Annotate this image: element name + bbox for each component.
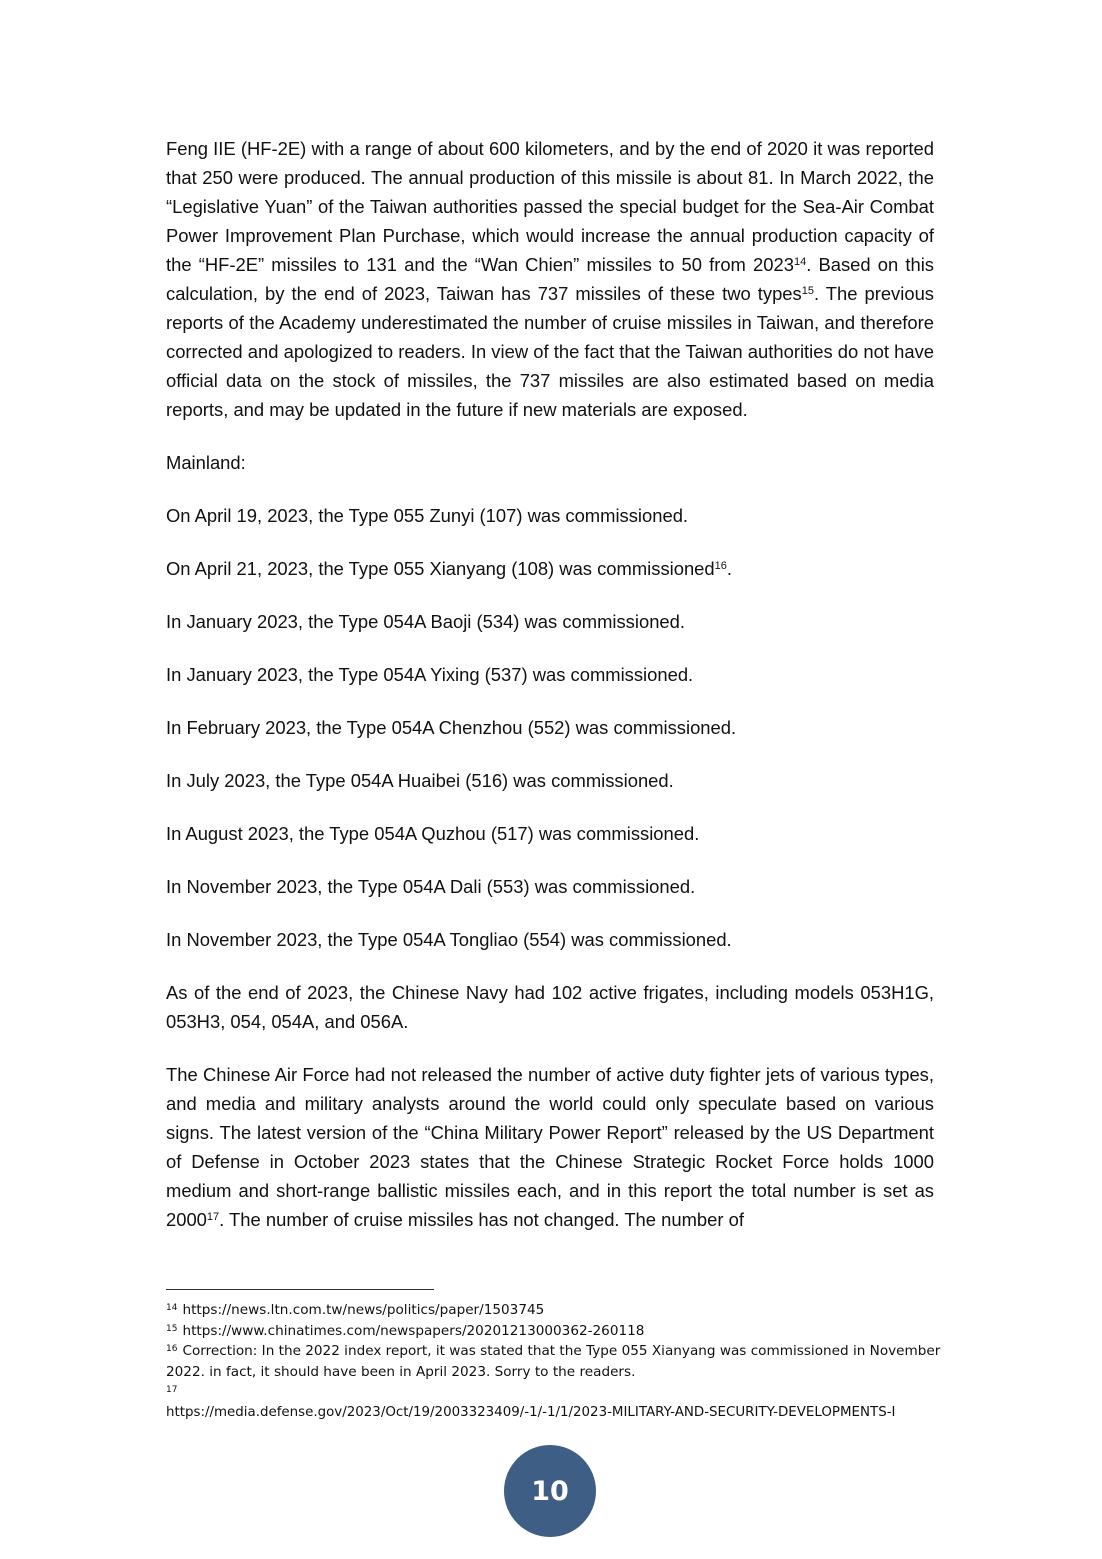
footnote-separator bbox=[166, 1289, 434, 1290]
paragraph-text: . Based on this calculation, by the end of 2023, Taiwan has 737 missiles of these two types bbox=[166, 254, 934, 304]
footnote-ref-15[interactable]: 15 bbox=[801, 285, 814, 297]
commission-item: In August 2023, the Type 054A Quzhou (517) was commissioned. bbox=[166, 823, 700, 844]
paragraph-text: The Chinese Air Force had not released the number of active duty fighter jets of various types, and media and military analysts around the world could only speculate based on various signs. The latest version of the “China Military Power Report” released by the US Department of Defense in October 2023 states that the Chinese Strategic Rocket Force holds 1000 medium and short-range ballistic missiles each, and in this report the total number is set as 2000 bbox=[166, 1064, 934, 1230]
footnote-ref-16[interactable]: 16 bbox=[714, 560, 727, 572]
commission-item: On April 19, 2023, the Type 055 Zunyi (107) was commissioned. bbox=[166, 505, 689, 526]
footnote-link[interactable]: https://news.ltn.com.tw/news/politics/paper/1503745 bbox=[182, 1302, 545, 1318]
footnote-text: Correction: In the 2022 index report, it was stated that the Type 055 Xianyang was commissioned in November 2022. in fact, it should have been in April 2023. Sorry to the readers. bbox=[166, 1343, 941, 1380]
footnote-14 bbox=[166, 1300, 946, 1321]
commission-item: In February 2023, the Type 054A Chenzhou (552) was commissioned. bbox=[166, 717, 737, 738]
commission-item: In November 2023, the Type 054A Tongliao (554) was commissioned. bbox=[166, 929, 732, 950]
footnote-ref-17[interactable]: 17 bbox=[206, 1211, 220, 1223]
paragraph-air-force bbox=[166, 1060, 934, 1234]
footnote-link[interactable]: https://media.defense.gov/2023/Oct/19/2003323409/-1/-1/1/2023-MILITARY-AND-SECURITY-DEVELOPMENTS-I bbox=[166, 1404, 896, 1420]
commission-item: In January 2023, the Type 054A Yixing (537) was commissioned. bbox=[166, 664, 694, 685]
footnote-number: 15 bbox=[166, 1323, 178, 1334]
mainland-heading: Mainland: bbox=[166, 452, 246, 473]
footnote-16 bbox=[166, 1341, 946, 1382]
document-body bbox=[166, 134, 934, 1258]
footnote-number: 14 bbox=[166, 1303, 178, 1313]
commission-item-text: On April 21, 2023, the Type 055 Xianyang (108) was commissioned bbox=[166, 558, 715, 579]
paragraph-frigates: As of the end of 2023, the Chinese Navy had 102 active frigates, including models 053H1G, 053H3, 054, 054A, and 056A. bbox=[166, 982, 934, 1032]
footnote-17 bbox=[166, 1382, 946, 1403]
footnote-number: 17 bbox=[166, 1385, 178, 1395]
commission-item: In November 2023, the Type 054A Dali (553) was commissioned. bbox=[166, 876, 696, 897]
footnote-15 bbox=[166, 1321, 946, 1342]
paragraph-text: . The number of cruise missiles has not changed. The number of bbox=[219, 1209, 744, 1230]
page-number: 10 bbox=[531, 1475, 569, 1507]
footnotes bbox=[166, 1300, 946, 1423]
commission-item-period: . bbox=[726, 558, 733, 579]
paragraph-taiwan-missiles bbox=[166, 134, 934, 424]
paragraph-text: . The previous reports of the Academy underestimated the number of cruise missiles in Taiwan, and therefore corrected and apologized to readers. In view of the fact that the Taiwan authorities do not have official data on the stock of missiles, the 737 missiles are also estimated based on media reports, and may be updated in the future if new materials are exposed. bbox=[166, 283, 934, 420]
page-number-badge bbox=[504, 1445, 596, 1537]
commission-item: In July 2023, the Type 054A Huaibei (516) was commissioned. bbox=[166, 770, 674, 791]
footnote-ref-14[interactable]: 14 bbox=[793, 256, 807, 268]
footnote-number: 16 bbox=[166, 1344, 178, 1354]
paragraph-text: Feng IIE (HF-2E) with a range of about 600 kilometers, and by the end of 2020 it was reported that 250 were produced. The annual production of this missile is about 81. In March 2022, the “Legislative Yuan” of the Taiwan authorities passed the special budget for the Sea-Air Combat Power Improvement Plan Purchase, which would increase the annual production capacity of the “HF-2E” missiles to 131 and the “Wan Chien” missiles to 50 from 2023 bbox=[166, 138, 934, 275]
commission-item: In January 2023, the Type 054A Baoji (534) was commissioned. bbox=[166, 611, 685, 632]
footnote-link[interactable]: https://www.chinatimes.com/newspapers/20201213000362-260118 bbox=[182, 1322, 645, 1339]
commission-item bbox=[166, 554, 934, 583]
